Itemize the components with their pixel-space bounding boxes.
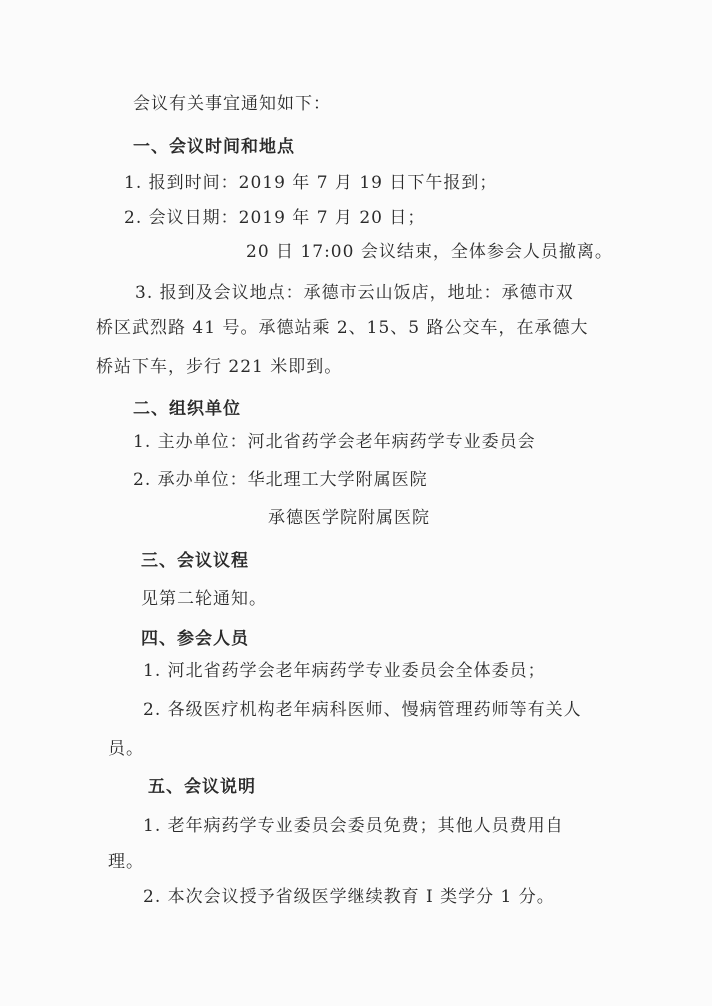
section-heading-notes: 五、会议说明 — [148, 777, 256, 797]
text-line: 1. 老年病药学专业委员会委员免费；其他人员费用自 — [143, 816, 564, 836]
section-heading-time-place: 一、会议时间和地点 — [133, 137, 295, 157]
section-heading-organizers: 二、组织单位 — [133, 399, 241, 419]
section-heading-participants: 四、参会人员 — [141, 629, 249, 649]
section-heading-agenda: 三、会议议程 — [141, 551, 249, 571]
intro-text: 会议有关事宜通知如下： — [133, 94, 331, 114]
text-line: 见第二轮通知。 — [141, 589, 267, 609]
text-line: 3. 报到及会议地点：承德市云山饭店，地址：承德市双 — [135, 283, 574, 303]
text-line: 桥站下车，步行 221 米即到。 — [96, 357, 343, 377]
text-line: 桥区武烈路 41 号。承德站乘 2、15、5 路公交车，在承德大 — [96, 318, 589, 338]
text-line: 1. 主办单位：河北省药学会老年病药学专业委员会 — [133, 432, 536, 452]
text-line: 2. 承办单位：华北理工大学附属医院 — [133, 470, 428, 490]
text-line: 承德医学院附属医院 — [268, 508, 430, 528]
text-line: 1. 河北省药学会老年病药学专业委员会全体委员； — [143, 661, 546, 681]
text-line: 20 日 17:00 会议结束，全体参会人员撤离。 — [246, 242, 613, 262]
text-line: 员。 — [108, 739, 144, 759]
text-line: 2. 各级医疗机构老年病科医师、慢病管理药师等有关人 — [143, 700, 582, 720]
text-line: 1. 报到时间：2019 年 7 月 19 日下午报到； — [124, 173, 498, 193]
text-line: 理。 — [108, 852, 144, 872]
text-line: 2. 会议日期：2019 年 7 月 20 日； — [124, 208, 426, 228]
text-line: 2. 本次会议授予省级医学继续教育 I 类学分 1 分。 — [143, 887, 555, 907]
